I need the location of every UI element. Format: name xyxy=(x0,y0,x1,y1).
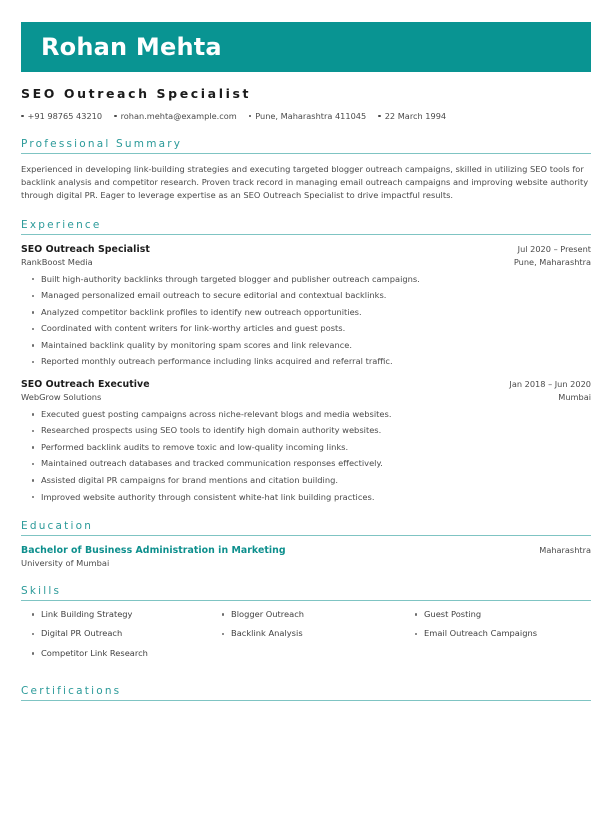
experience-location: Mumbai xyxy=(558,391,591,402)
education-degree: Bachelor of Business Administration in Marketing xyxy=(21,544,286,556)
list-item: Built high-authority backlinks through targeted blogger and publisher outreach campaigns. xyxy=(32,274,591,285)
skill-item: Email Outreach Campaigns xyxy=(415,629,591,639)
list-item: Performed backlink audits to remove toxic and low-quality incoming links. xyxy=(32,442,591,453)
list-item: Assisted digital PR campaigns for brand mentions and citation building. xyxy=(32,475,591,486)
experience-location: Pune, Maharashtra xyxy=(513,256,591,267)
section-title-skills: Skills xyxy=(21,584,62,597)
experience-organization: WebGrow Solutions xyxy=(21,391,102,402)
summary-text: Experienced in developing link-building strategies and executing targeted blogger outreach campaigns, skilled in utilizing SEO tools for backlink analysis and competitor research. Proven track record in managing email outreach campaigns and improving website authority through digital PR. Eager to leverage expertise as an SEO Outreach Specialist to drive impactful results. xyxy=(21,164,589,200)
contact-line xyxy=(21,111,591,121)
skill-item: Guest Posting xyxy=(415,610,591,620)
section-title-summary: Professional Summary xyxy=(21,138,183,150)
list-item: Analyzed competitor backlink profiles to identify new outreach opportunities. xyxy=(32,307,591,318)
experience-entry-subheader xyxy=(21,390,591,402)
list-item: Coordinated with content writers for link-worthy articles and guest posts. xyxy=(32,323,591,334)
education-entry-header xyxy=(21,545,591,556)
experience-entry xyxy=(21,244,591,368)
name-banner xyxy=(21,22,591,72)
skill-item: Digital PR Outreach xyxy=(32,629,222,639)
list-item: Reported monthly outreach performance including links acquired and referral traffic. xyxy=(32,356,591,367)
bullet-dot-icon xyxy=(378,115,381,118)
section-skills xyxy=(21,585,591,668)
experience-entry-subheader xyxy=(21,255,591,267)
experience-dates: Jan 2018 – Jun 2020 xyxy=(509,378,591,389)
contact-phone xyxy=(21,111,102,121)
bullet-dot-icon xyxy=(249,115,252,118)
skill-item: Blogger Outreach xyxy=(222,610,415,620)
experience-organization: RankBoost Media xyxy=(21,256,93,267)
section-title-education: Education xyxy=(21,519,94,532)
education-entry xyxy=(21,545,591,568)
resume-page xyxy=(0,22,612,814)
skills-grid xyxy=(21,610,591,668)
section-professional-summary xyxy=(21,138,591,202)
candidate-job-title: SEO Outreach Specialist xyxy=(21,86,252,101)
skills-body xyxy=(21,601,591,668)
education-institution: University of Mumbai xyxy=(21,557,110,568)
experience-bullet-list xyxy=(21,409,591,503)
contact-phone-text: +91 98765 43210 xyxy=(27,111,103,121)
section-rule xyxy=(21,700,591,701)
section-title-experience: Experience xyxy=(21,218,102,231)
experience-role: SEO Outreach Executive xyxy=(21,378,150,390)
contact-address-text: Pune, Maharashtra 411045 xyxy=(255,111,367,121)
list-item: Maintained outreach databases and tracked communication responses effectively. xyxy=(32,458,591,469)
list-item: Maintained backlink quality by monitoring spam scores and link relevance. xyxy=(32,340,591,351)
experience-entry xyxy=(21,379,591,503)
section-title-certifications: Certifications xyxy=(21,685,122,698)
list-item: Researched prospects using SEO tools to identify high domain authority websites. xyxy=(32,425,591,436)
skill-item: Backlink Analysis xyxy=(222,629,415,639)
section-experience xyxy=(21,219,591,503)
contact-address xyxy=(249,111,367,121)
summary-body xyxy=(21,154,591,202)
bullet-dot-icon xyxy=(114,115,117,118)
list-item: Executed guest posting campaigns across niche-relevant blogs and media websites. xyxy=(32,409,591,420)
section-education xyxy=(21,520,591,568)
education-body xyxy=(21,536,591,568)
contact-email-text: rohan.mehta@example.com xyxy=(120,111,237,121)
bullet-dot-icon xyxy=(21,115,24,118)
list-item: Managed personalized email outreach to secure editorial and contextual backlinks. xyxy=(32,290,591,301)
experience-bullet-list xyxy=(21,274,591,368)
section-certifications xyxy=(21,685,591,701)
contact-birthdate xyxy=(378,111,446,121)
experience-role: SEO Outreach Specialist xyxy=(21,243,150,255)
candidate-name: Rohan Mehta xyxy=(41,33,222,61)
experience-entry-header xyxy=(21,379,591,390)
contact-birthdate-text: 22 March 1994 xyxy=(384,111,447,121)
experience-dates: Jul 2020 – Present xyxy=(517,243,591,254)
contact-email[interactable] xyxy=(114,111,237,121)
experience-entry-header xyxy=(21,244,591,255)
skill-item: Link Building Strategy xyxy=(32,610,222,620)
skill-item: Competitor Link Research xyxy=(32,649,222,659)
education-location: Maharashtra xyxy=(539,544,591,555)
experience-body xyxy=(21,235,591,503)
list-item: Improved website authority through consistent white-hat link building practices. xyxy=(32,492,591,503)
